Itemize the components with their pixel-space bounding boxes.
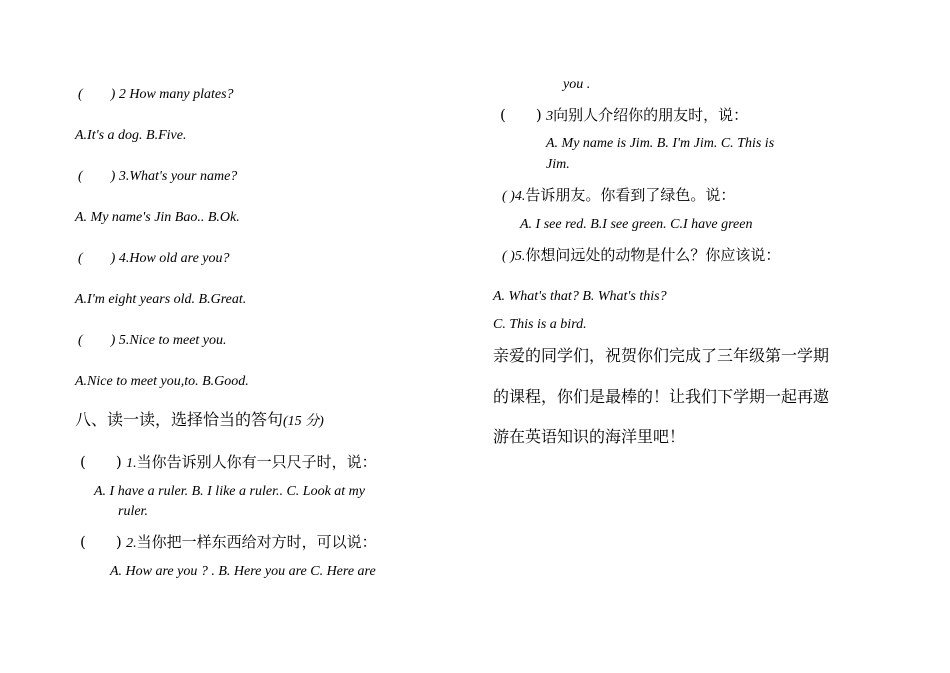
answer-paren: ( ) [502, 249, 515, 264]
situation-number: 2. [126, 536, 137, 551]
question-text: 2 How many plates? [118, 87, 234, 102]
situation-number: 4. [514, 189, 526, 204]
question-4-options: A.I'm eight years old. B.Great. [75, 292, 247, 307]
situation-5 [502, 246, 780, 266]
closing-line-3: 游在英语知识的海洋里吧！ [493, 427, 686, 446]
situation-text: 你想问远处的动物是什么？你应该说： [525, 246, 781, 264]
question-3-options: A. My name's Jin Bao.. B.Ok. [75, 210, 240, 225]
situation-4 [502, 186, 735, 206]
situation-1-options: A. I have a ruler. B. I like a ruler.. C. Look at my [94, 484, 366, 499]
section-heading [75, 411, 324, 431]
question-3 [78, 168, 237, 186]
answer-paren: ( ) [78, 333, 116, 348]
situation-1 [80, 453, 377, 473]
situation-text: 向别人介绍你的朋友时，说： [553, 106, 749, 124]
question-5-options: A.Nice to meet you,to. B.Good. [75, 374, 249, 389]
situation-5-options-cont: C. This is a bird. [493, 317, 587, 332]
situation-number: 5. [514, 249, 526, 264]
situation-1-options-cont: ruler. [118, 504, 148, 519]
answer-paren: ( ) [502, 189, 515, 204]
answer-paren: ( ) [78, 87, 116, 102]
situation-number: 3 [546, 109, 554, 124]
situation-3 [500, 106, 748, 126]
question-2-options: A.It's a dog. B.Five. [75, 128, 187, 143]
situation-2-options: A. How are you ? . B. Here you are C. Here are [110, 564, 376, 579]
closing-line-1: 亲爱的同学们，祝贺你们完成了三年级第一学期 [493, 346, 830, 365]
question-text: 3.What's your name? [118, 169, 238, 184]
question-2 [78, 86, 234, 104]
section-score: (15 分) [283, 414, 324, 429]
situation-number: 1. [126, 456, 137, 471]
situation-4-options: A. I see red. B.I see green. C.I have green [520, 217, 753, 232]
answer-paren: ( ) [500, 106, 542, 124]
situation-2-options-cont: you . [563, 77, 591, 92]
situation-3-options: A. My name is Jim. B. I'm Jim. C. This is [546, 136, 775, 151]
question-5 [78, 332, 227, 350]
closing-line-2: 的课程，你们是最棒的！让我们下学期一起再遨 [493, 387, 830, 406]
answer-paren: ( ) [80, 453, 122, 471]
situation-5-options: A. What's that? B. What's this? [493, 289, 667, 304]
answer-paren: ( ) [78, 169, 116, 184]
answer-paren: ( ) [78, 251, 116, 266]
answer-paren: ( ) [80, 533, 122, 551]
question-4 [78, 250, 230, 268]
situation-text: 告诉朋友。你看到了绿色。说： [525, 186, 736, 204]
situation-text: 当你告诉别人你有一只尺子时，说： [136, 453, 377, 471]
situation-text: 当你把一样东西给对方时，可以说： [136, 533, 377, 551]
question-text: 4.How old are you? [118, 251, 230, 266]
situation-2 [80, 533, 377, 553]
section-title: 八、读一读，选择恰当的答句 [75, 410, 284, 429]
situation-3-options-cont: Jim. [546, 157, 570, 172]
question-text: 5.Nice to meet you. [118, 333, 227, 348]
